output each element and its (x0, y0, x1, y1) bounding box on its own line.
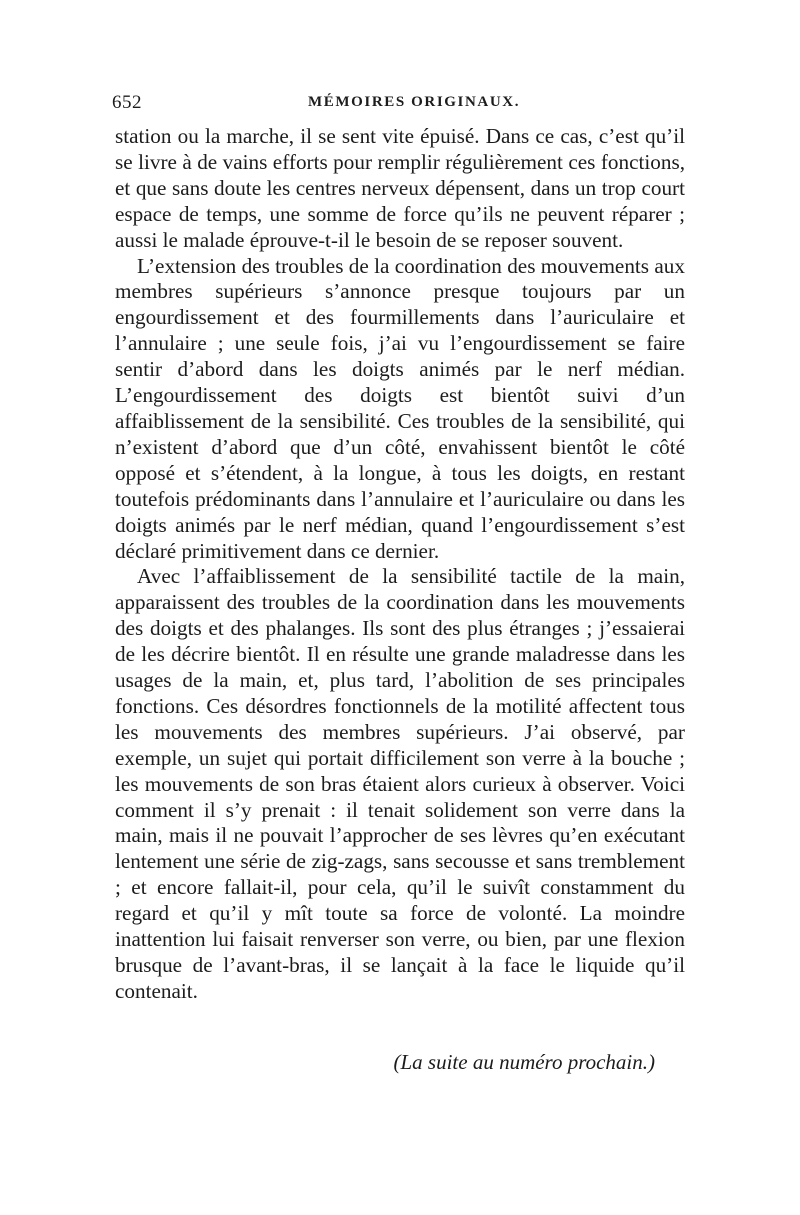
page-number: 652 (112, 92, 142, 113)
body-text (115, 124, 685, 1005)
continuation-note: (La suite au numéro prochain.) (393, 1050, 655, 1074)
paragraph-2: L’extension des troubles de la coordination des mouvements aux membres supérieurs s’annonce presque toujours par un engourdissement et des fourmillements dans l’auriculaire et l’annulaire ; une seule fois, j’ai vu l’engourdissement se faire sentir d’abord dans les doigts animés par le nerf médian. L’engourdissement des doigts est bientôt suivi d’un affaiblissement de la sensibilité. Ces troubles de la sensibilité, qui n’existent d’abord que d’un côté, envahissent bientôt le côté opposé et s’étendent, à la longue, à tous les doigts, en restant toutefois prédominants dans l’annulaire et l’auriculaire ou dans les doigts animés par le nerf médian, quand l’engourdissement s’est déclaré primitivement dans ce dernier. (115, 253, 685, 563)
paragraph-1: station ou la marche, il se sent vite épuisé. Dans ce cas, c’est qu’il se livre à de vains efforts pour remplir régulièrement ces fonctions, et que sans doute les centres nerveux dépensent, dans un trop court espace de temps, une somme de force qu’ils ne peuvent réparer ; aussi le malade éprouve-t-il le besoin de se reposer souvent. (115, 124, 685, 252)
running-head (112, 92, 692, 122)
running-title: MÉMOIRES ORIGINAUX. (308, 94, 521, 110)
paragraph-3: Avec l’affaiblissement de la sensibilité tactile de la main, apparaissent des troubles de la coordination dans les mouvements des doigts et des phalanges. Ils sont des plus étranges ; j’essaierai de les décrire bientôt. Il en résulte une grande maladresse dans les usages de la main, et, plus tard, l’abolition de ses principales fonctions. Ces désordres fonctionnels de la motilité affectent tous les mouvements des membres supérieurs. J’ai observé, par exemple, un sujet qui portait difficilement son verre à la bouche ; les mouvements de son bras étaient alors curieux à observer. Voici comment il s’y prenait : il tenait solidement son verre dans la main, mais il ne pouvait l’approcher de ses lèvres qu’en exécutant lentement une série de zig-zags, sans secousse et sans tremblement ; et encore fallait-il, pour cela, qu’il le suivît constamment du regard et qu’il y mît toute sa force de volonté. La moindre inattention lui faisait renverser son verre, ou bien, par une flexion brusque de l’avant-bras, il se lançait à la face le liquide qu’il contenait. (115, 564, 685, 1003)
